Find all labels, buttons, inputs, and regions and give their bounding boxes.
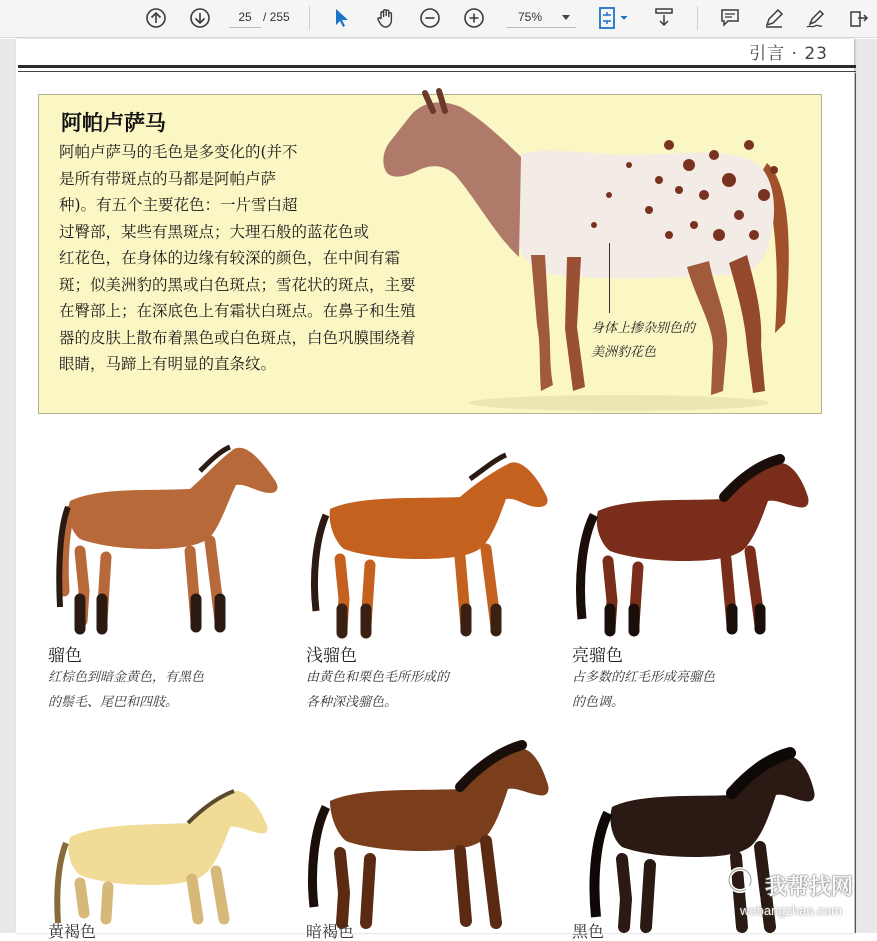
zoom-select[interactable] bbox=[506, 6, 576, 28]
page-total-label: / 255 bbox=[263, 10, 290, 24]
body-line: 器的皮肤上散布着黑色或白色斑点，白色巩膜围绕着 bbox=[59, 328, 416, 347]
select-cursor-icon[interactable] bbox=[330, 4, 354, 32]
panel-title: 阿帕卢萨马 bbox=[61, 111, 166, 135]
pdf-page bbox=[16, 39, 854, 941]
zoom-out-icon[interactable] bbox=[417, 4, 443, 32]
dark-bay-horse-image bbox=[300, 729, 562, 941]
scroll-mode-icon[interactable] bbox=[651, 4, 677, 32]
annotation-pointer bbox=[609, 243, 610, 313]
body-line: 红花色，在身体的边缘有较深的颜色，在中间有霜 bbox=[59, 249, 401, 267]
page-number-input[interactable]: 25 bbox=[229, 6, 261, 28]
annotation-line: 美洲豹花色 bbox=[591, 345, 657, 360]
coat-title: 骝色 bbox=[48, 646, 82, 666]
bay-horse-image bbox=[40, 431, 285, 636]
dun-horse-image bbox=[44, 767, 274, 941]
zoom-value: 75% bbox=[518, 10, 543, 24]
magnifier-icon bbox=[724, 864, 764, 904]
body-line: 过臀部，某些有黑斑点；大理石般的蓝花色或 bbox=[59, 222, 370, 241]
coat-title: 暗褐色 bbox=[306, 922, 355, 941]
pdf-toolbar bbox=[0, 0, 877, 38]
header-rule bbox=[18, 65, 856, 68]
pen-icon[interactable] bbox=[761, 4, 787, 32]
document-view[interactable] bbox=[0, 39, 877, 941]
coat-description bbox=[572, 665, 715, 715]
watermark-url: wobangzhao.com bbox=[740, 903, 842, 918]
sign-icon[interactable] bbox=[803, 4, 829, 32]
appaloosa-panel bbox=[38, 94, 822, 414]
body-line: 在臀部上；在深底色上有霜状白斑点。在鼻子和生殖 bbox=[59, 302, 416, 320]
zoom-in-icon[interactable] bbox=[461, 4, 487, 32]
coat-title: 亮骝色 bbox=[572, 646, 623, 666]
coat-title: 浅骝色 bbox=[306, 646, 357, 666]
coat-description bbox=[306, 665, 449, 715]
fit-page-icon[interactable] bbox=[596, 4, 632, 32]
image-annotation bbox=[591, 317, 695, 365]
body-line: 是所有带斑点的马都是阿帕卢萨 bbox=[59, 169, 277, 188]
annotation-line: 身体上掺杂别色的 bbox=[591, 321, 696, 336]
coat-title: 黑色 bbox=[572, 922, 605, 941]
description-line: 的色调。 bbox=[572, 695, 625, 710]
page-up-icon[interactable] bbox=[143, 4, 169, 32]
bright-bay-horse-image bbox=[568, 449, 823, 639]
share-icon[interactable] bbox=[846, 4, 872, 32]
description-line: 的鬃毛、尾巴和四肢。 bbox=[48, 695, 179, 710]
coat-title: 黄褐色 bbox=[48, 922, 97, 941]
description-line: 占多数的红毛形成亮骝色 bbox=[572, 670, 716, 685]
toolbar-divider bbox=[309, 6, 310, 30]
description-line: 各种深浅骝色。 bbox=[306, 695, 398, 710]
body-line: 阿帕卢萨马的毛色是多变化的(并不 bbox=[59, 143, 298, 161]
body-line: 斑；似美洲豹的黑或白色斑点；雪花状的斑点，主要 bbox=[59, 275, 416, 294]
toolbar-divider bbox=[697, 6, 698, 30]
description-line: 红棕色到暗金黄色，有黑色 bbox=[48, 670, 205, 685]
body-line: 眼睛，马蹄上有明显的直条纹。 bbox=[59, 355, 277, 373]
body-line: 种)。有五个主要花色：一片雪白超 bbox=[59, 196, 298, 214]
description-line: 由黄色和栗色毛所形成的 bbox=[306, 670, 450, 685]
watermark-text: 我帮找网 bbox=[765, 875, 854, 900]
page-edge-line bbox=[855, 73, 856, 933]
hand-tool-icon[interactable] bbox=[373, 4, 399, 32]
panel-body-text bbox=[59, 139, 499, 378]
page-down-icon[interactable] bbox=[187, 4, 213, 32]
chevron-down-icon bbox=[562, 15, 570, 20]
page-header: 引言 · 23 bbox=[749, 44, 828, 64]
header-rule-thin bbox=[18, 71, 856, 72]
comment-icon[interactable] bbox=[717, 4, 743, 32]
light-bay-horse-image bbox=[300, 449, 560, 639]
coat-description bbox=[48, 665, 204, 715]
